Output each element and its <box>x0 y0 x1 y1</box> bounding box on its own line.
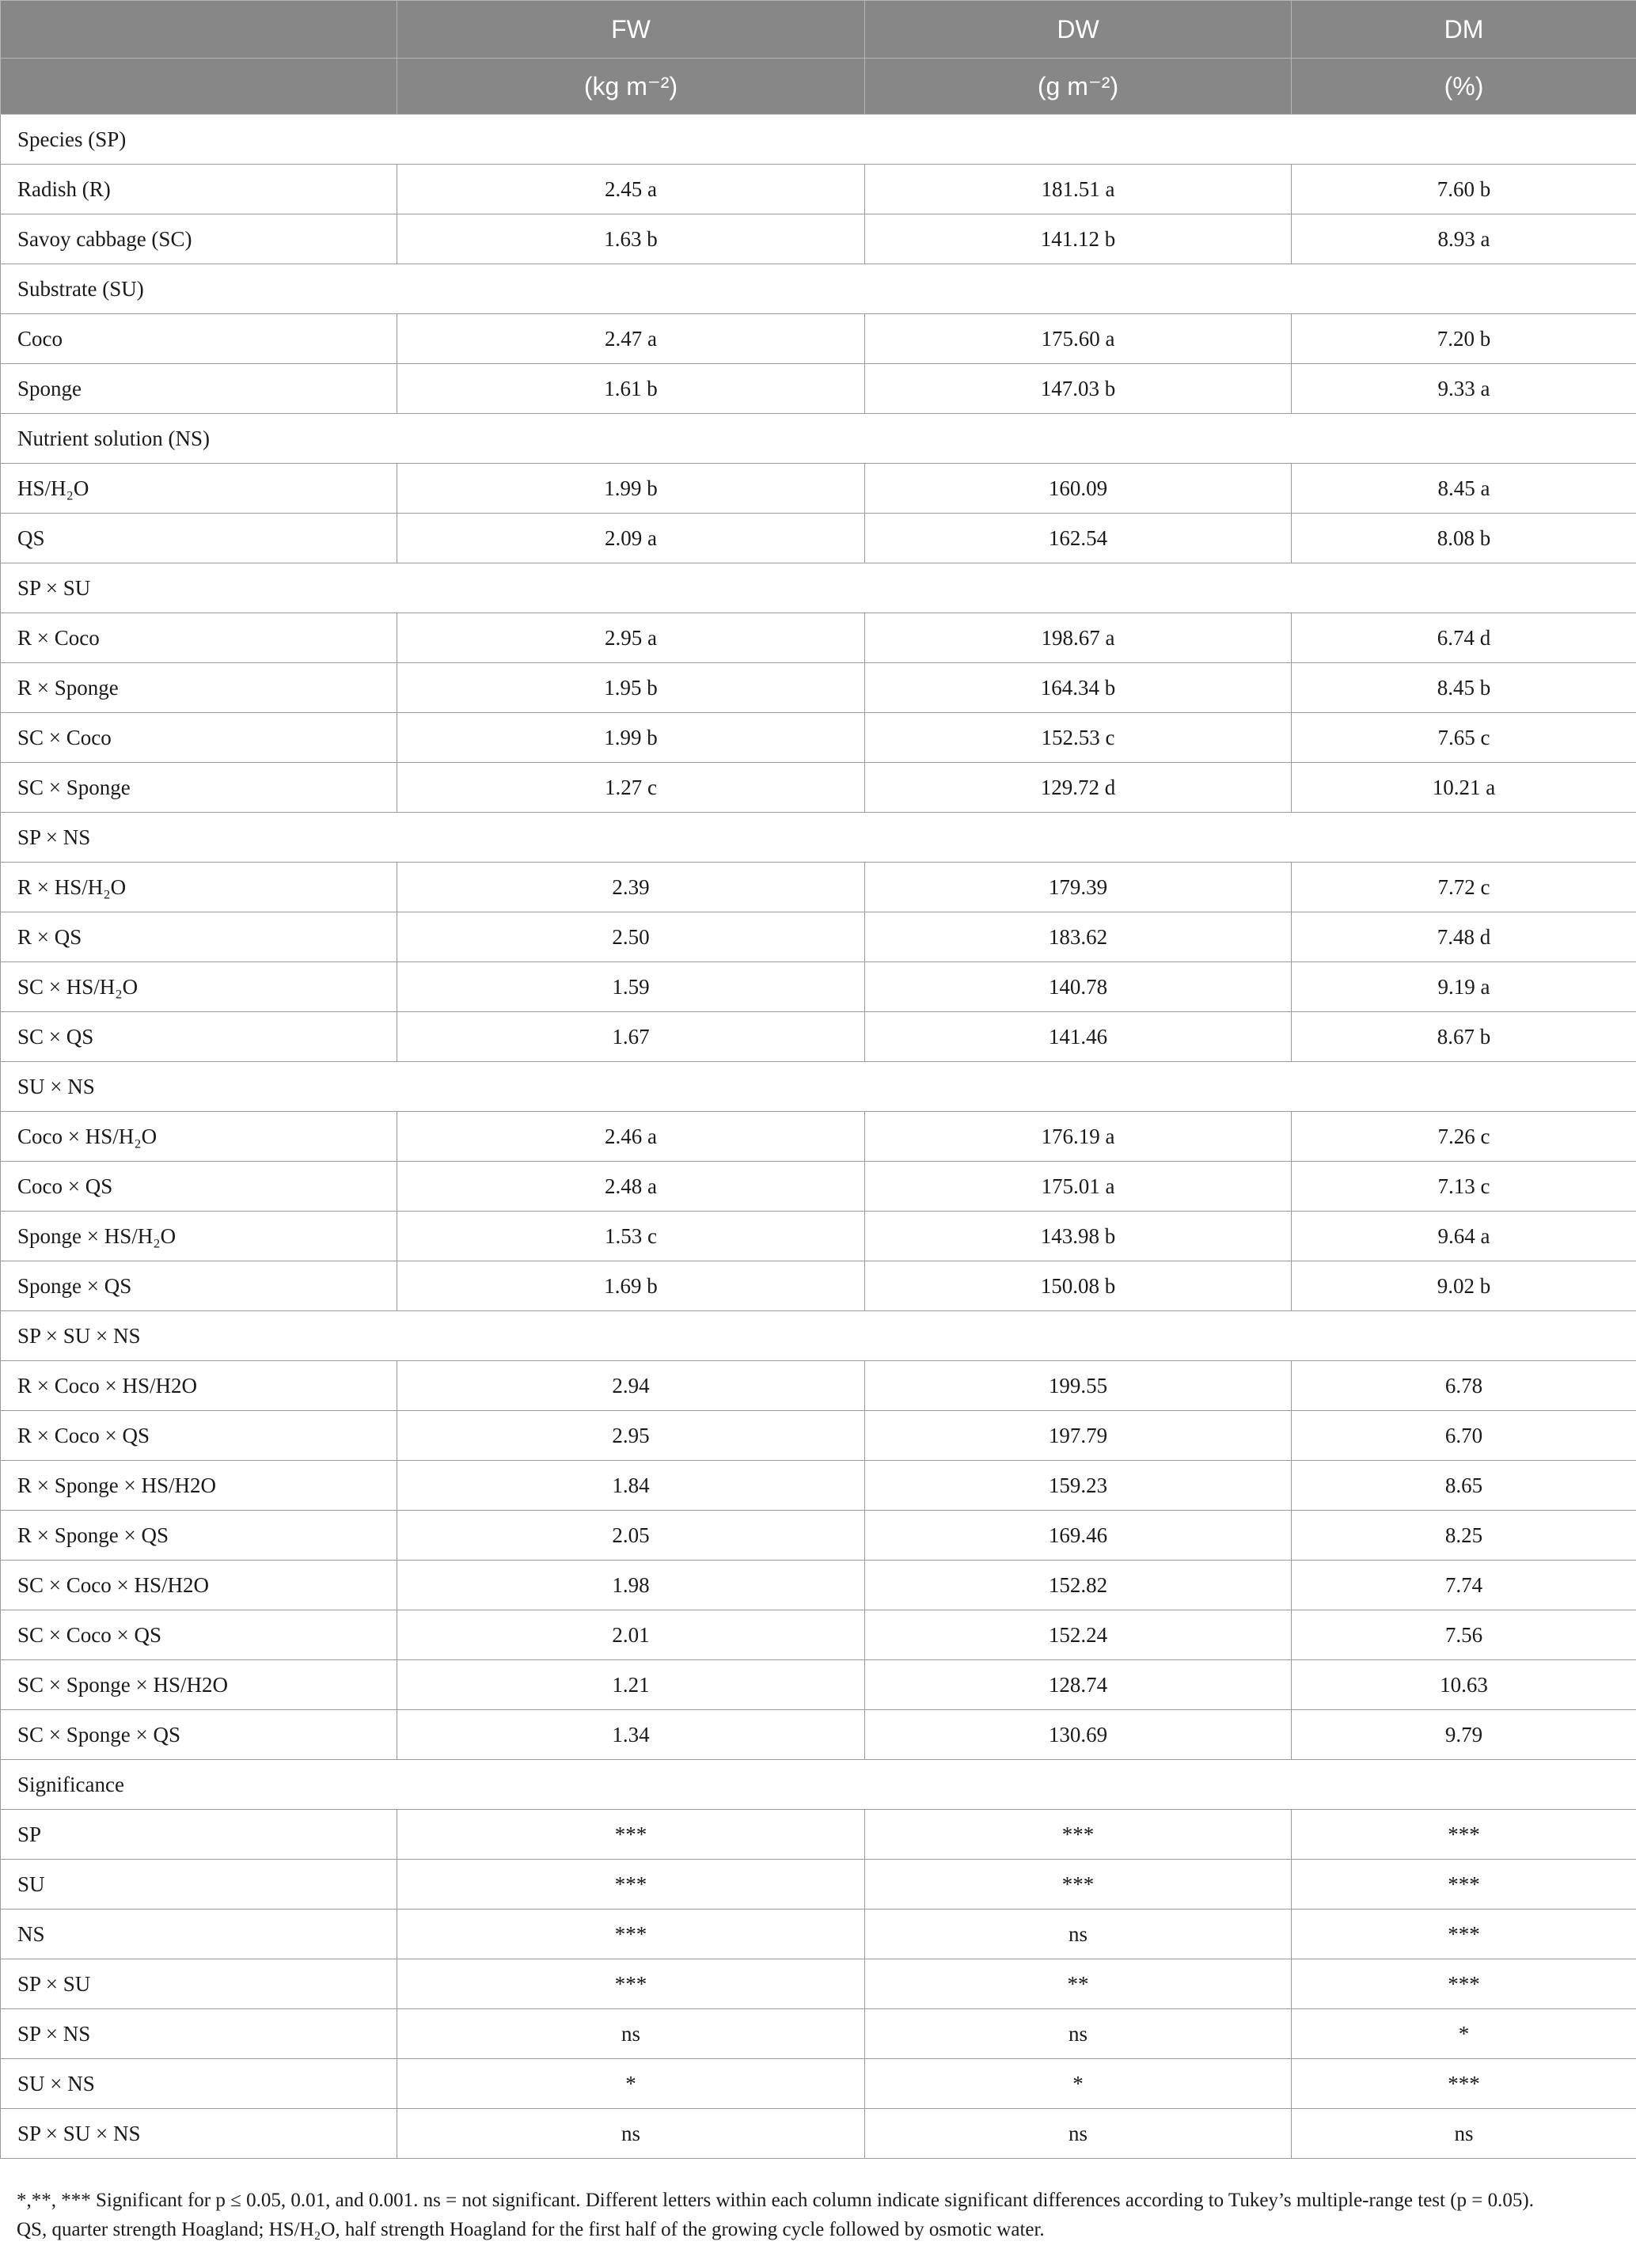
cell-fw: ns <box>397 2109 865 2159</box>
row-label: R × Sponge <box>1 663 397 713</box>
table-row <box>1 1012 1636 1062</box>
cell-fw: 1.69 b <box>397 1261 865 1311</box>
section-row <box>1 264 1636 314</box>
cell-dw: 175.01 a <box>865 1162 1292 1212</box>
cell-dw: 175.60 a <box>865 314 1292 364</box>
row-label: R × Sponge × HS/H2O <box>1 1461 397 1511</box>
table-row <box>1 514 1636 563</box>
table-row <box>1 1561 1636 1610</box>
cell-fw: 2.46 a <box>397 1112 865 1162</box>
section-label: Substrate (SU) <box>1 264 1636 314</box>
cell-dw: 141.12 b <box>865 214 1292 264</box>
cell-dm: 7.48 d <box>1292 912 1636 962</box>
cell-dm: 8.67 b <box>1292 1012 1636 1062</box>
table-row <box>1 962 1636 1012</box>
cell-dm: 10.63 <box>1292 1660 1636 1710</box>
cell-dw: 198.67 a <box>865 613 1292 663</box>
section-label: Significance <box>1 1760 1636 1810</box>
table-row <box>1 713 1636 763</box>
footnote-abbreviations: QS, quarter strength Hoagland; HS/H₂O, half strength Hoagland for the first half of the growing cycle followed by osmotic water. <box>17 2219 1045 2240</box>
cell-dw: ns <box>865 2009 1292 2059</box>
cell-dm: 7.20 b <box>1292 314 1636 364</box>
cell-fw: *** <box>397 1959 865 2009</box>
table-row <box>1 364 1636 414</box>
table-row <box>1 1212 1636 1261</box>
cell-fw: 2.09 a <box>397 514 865 563</box>
cell-dm: 8.65 <box>1292 1461 1636 1511</box>
table-footnotes <box>17 2186 1619 2244</box>
cell-fw: 1.98 <box>397 1561 865 1610</box>
cell-dw: ** <box>865 1959 1292 2009</box>
section-row <box>1 115 1636 165</box>
cell-fw: 1.67 <box>397 1012 865 1062</box>
cell-dw: 183.62 <box>865 912 1292 962</box>
section-row <box>1 414 1636 464</box>
table-row <box>1 1361 1636 1411</box>
row-label: HS/H₂O <box>1 464 397 514</box>
row-label: Coco × HS/H₂O <box>1 1112 397 1162</box>
header-dw: DW <box>865 1 1292 59</box>
table-row <box>1 464 1636 514</box>
header-dw-unit: (g m⁻²) <box>865 59 1292 115</box>
table-row <box>1 1511 1636 1561</box>
cell-fw: 2.94 <box>397 1361 865 1411</box>
row-label: R × QS <box>1 912 397 962</box>
header-row-units <box>1 59 1636 115</box>
table-row <box>1 912 1636 962</box>
cell-dm: *** <box>1292 2059 1636 2109</box>
table-row <box>1 1162 1636 1212</box>
row-label: Radish (R) <box>1 165 397 214</box>
cell-dw: 169.46 <box>865 1511 1292 1561</box>
section-label: Species (SP) <box>1 115 1636 165</box>
cell-dm: *** <box>1292 1910 1636 1959</box>
footnote-significance: *,**, *** Significant for p ≤ 0.05, 0.01, and 0.001. ns = not significant. Different letters within each column indicate significant differences according to Tukey’s multiple-range test (p = 0.05). <box>17 2190 1534 2211</box>
table-row <box>1 763 1636 813</box>
table-row <box>1 1959 1636 2009</box>
cell-dm: 8.08 b <box>1292 514 1636 563</box>
section-label: Nutrient solution (NS) <box>1 414 1636 464</box>
table-row <box>1 863 1636 912</box>
cell-dw: * <box>865 2059 1292 2109</box>
section-row <box>1 1760 1636 1810</box>
cell-fw: 1.99 b <box>397 713 865 763</box>
table-row <box>1 214 1636 264</box>
cell-dw: 176.19 a <box>865 1112 1292 1162</box>
cell-dm: 9.33 a <box>1292 364 1636 414</box>
cell-dm: *** <box>1292 1810 1636 1860</box>
row-label: SC × QS <box>1 1012 397 1062</box>
table-row <box>1 663 1636 713</box>
cell-dm: 8.25 <box>1292 1511 1636 1561</box>
row-label: SC × HS/H₂O <box>1 962 397 1012</box>
table-row <box>1 314 1636 364</box>
cell-dm: ns <box>1292 2109 1636 2159</box>
cell-dw: 159.23 <box>865 1461 1292 1511</box>
cell-dw: 152.53 c <box>865 713 1292 763</box>
section-row <box>1 563 1636 613</box>
table-row <box>1 165 1636 214</box>
cell-fw: *** <box>397 1910 865 1959</box>
row-label: SC × Coco × HS/H2O <box>1 1561 397 1610</box>
row-label: SP × NS <box>1 2009 397 2059</box>
cell-dm: 6.78 <box>1292 1361 1636 1411</box>
row-label: SU <box>1 1860 397 1910</box>
cell-fw: 1.21 <box>397 1660 865 1710</box>
section-row <box>1 813 1636 863</box>
row-label: Sponge × HS/H₂O <box>1 1212 397 1261</box>
cell-dm: 8.93 a <box>1292 214 1636 264</box>
cell-fw: *** <box>397 1810 865 1860</box>
cell-fw: 1.27 c <box>397 763 865 813</box>
cell-dm: 9.02 b <box>1292 1261 1636 1311</box>
cell-fw: 1.34 <box>397 1710 865 1760</box>
table-row <box>1 1910 1636 1959</box>
table-row <box>1 1461 1636 1511</box>
row-label: Sponge × QS <box>1 1261 397 1311</box>
cell-fw: 1.61 b <box>397 364 865 414</box>
cell-dm: *** <box>1292 1959 1636 2009</box>
section-label: SP × SU × NS <box>1 1311 1636 1361</box>
cell-dw: 130.69 <box>865 1710 1292 1760</box>
row-label: R × Sponge × QS <box>1 1511 397 1561</box>
cell-fw: 1.95 b <box>397 663 865 713</box>
section-label: SP × NS <box>1 813 1636 863</box>
row-label: SC × Coco <box>1 713 397 763</box>
cell-dw: 143.98 b <box>865 1212 1292 1261</box>
cell-dm: 10.21 a <box>1292 763 1636 813</box>
cell-dm: 7.26 c <box>1292 1112 1636 1162</box>
cell-fw: 2.05 <box>397 1511 865 1561</box>
row-label: SC × Sponge × HS/H2O <box>1 1660 397 1710</box>
cell-dm: 7.72 c <box>1292 863 1636 912</box>
row-label: R × Coco × HS/H2O <box>1 1361 397 1411</box>
cell-dw: 141.46 <box>865 1012 1292 1062</box>
header-row-names <box>1 1 1636 59</box>
table-row <box>1 2009 1636 2059</box>
row-label: SC × Coco × QS <box>1 1610 397 1660</box>
cell-dw: *** <box>865 1860 1292 1910</box>
cell-dw: 162.54 <box>865 514 1292 563</box>
section-label: SP × SU <box>1 563 1636 613</box>
table-row <box>1 1860 1636 1910</box>
table-row <box>1 2109 1636 2159</box>
cell-dw: *** <box>865 1810 1292 1860</box>
cell-fw: 1.84 <box>397 1461 865 1511</box>
cell-fw: 2.95 <box>397 1411 865 1461</box>
table-row <box>1 613 1636 663</box>
cell-dm: 8.45 b <box>1292 663 1636 713</box>
row-label: NS <box>1 1910 397 1959</box>
cell-dw: ns <box>865 1910 1292 1959</box>
table-row <box>1 1411 1636 1461</box>
table-row <box>1 1112 1636 1162</box>
cell-dw: 152.82 <box>865 1561 1292 1610</box>
row-label: R × HS/H₂O <box>1 863 397 912</box>
row-label: Coco <box>1 314 397 364</box>
cell-dw: 147.03 b <box>865 364 1292 414</box>
section-row <box>1 1062 1636 1112</box>
cell-dw: ns <box>865 2109 1292 2159</box>
row-label: Sponge <box>1 364 397 414</box>
section-row <box>1 1311 1636 1361</box>
header-fw: FW <box>397 1 865 59</box>
cell-dw: 152.24 <box>865 1610 1292 1660</box>
cell-dw: 129.72 d <box>865 763 1292 813</box>
row-label: QS <box>1 514 397 563</box>
cell-fw: 2.39 <box>397 863 865 912</box>
row-label: SU × NS <box>1 2059 397 2109</box>
cell-dm: 8.45 a <box>1292 464 1636 514</box>
row-label: Savoy cabbage (SC) <box>1 214 397 264</box>
cell-fw: 1.53 c <box>397 1212 865 1261</box>
cell-fw: 1.59 <box>397 962 865 1012</box>
table-body <box>1 115 1636 2159</box>
cell-fw: * <box>397 2059 865 2109</box>
cell-dm: * <box>1292 2009 1636 2059</box>
cell-dw: 179.39 <box>865 863 1292 912</box>
cell-fw: ns <box>397 2009 865 2059</box>
cell-dm: 7.13 c <box>1292 1162 1636 1212</box>
table-row <box>1 1660 1636 1710</box>
row-label: SP × SU × NS <box>1 2109 397 2159</box>
cell-dm: 9.79 <box>1292 1710 1636 1760</box>
cell-dw: 140.78 <box>865 962 1292 1012</box>
cell-dm: 9.19 a <box>1292 962 1636 1012</box>
cell-fw: 1.63 b <box>397 214 865 264</box>
table-row <box>1 1261 1636 1311</box>
cell-fw: 1.99 b <box>397 464 865 514</box>
header-empty <box>1 1 397 59</box>
cell-dm: *** <box>1292 1860 1636 1910</box>
section-label: SU × NS <box>1 1062 1636 1112</box>
cell-fw: 2.48 a <box>397 1162 865 1212</box>
row-label: R × Coco <box>1 613 397 663</box>
cell-dm: 9.64 a <box>1292 1212 1636 1261</box>
cell-fw: *** <box>397 1860 865 1910</box>
cell-fw: 2.95 a <box>397 613 865 663</box>
row-label: SC × Sponge × QS <box>1 1710 397 1760</box>
table-row <box>1 1710 1636 1760</box>
cell-dw: 164.34 b <box>865 663 1292 713</box>
cell-dw: 150.08 b <box>865 1261 1292 1311</box>
header-dm-unit: (%) <box>1292 59 1636 115</box>
cell-dm: 7.74 <box>1292 1561 1636 1610</box>
cell-dw: 197.79 <box>865 1411 1292 1461</box>
cell-dw: 128.74 <box>865 1660 1292 1710</box>
header-fw-unit: (kg m⁻²) <box>397 59 865 115</box>
cell-dm: 7.65 c <box>1292 713 1636 763</box>
row-label: SP <box>1 1810 397 1860</box>
cell-dw: 181.51 a <box>865 165 1292 214</box>
cell-dw: 199.55 <box>865 1361 1292 1411</box>
row-label: SC × Sponge <box>1 763 397 813</box>
cell-dm: 7.56 <box>1292 1610 1636 1660</box>
header-empty <box>1 59 397 115</box>
table-row <box>1 1610 1636 1660</box>
cell-fw: 2.45 a <box>397 165 865 214</box>
cell-fw: 2.50 <box>397 912 865 962</box>
cell-fw: 2.47 a <box>397 314 865 364</box>
table-row <box>1 2059 1636 2109</box>
table-row <box>1 1810 1636 1860</box>
row-label: Coco × QS <box>1 1162 397 1212</box>
row-label: R × Coco × QS <box>1 1411 397 1461</box>
row-label: SP × SU <box>1 1959 397 2009</box>
header-dm: DM <box>1292 1 1636 59</box>
cell-dm: 6.70 <box>1292 1411 1636 1461</box>
cell-fw: 2.01 <box>397 1610 865 1660</box>
cell-dw: 160.09 <box>865 464 1292 514</box>
cell-dm: 6.74 d <box>1292 613 1636 663</box>
cell-dm: 7.60 b <box>1292 165 1636 214</box>
